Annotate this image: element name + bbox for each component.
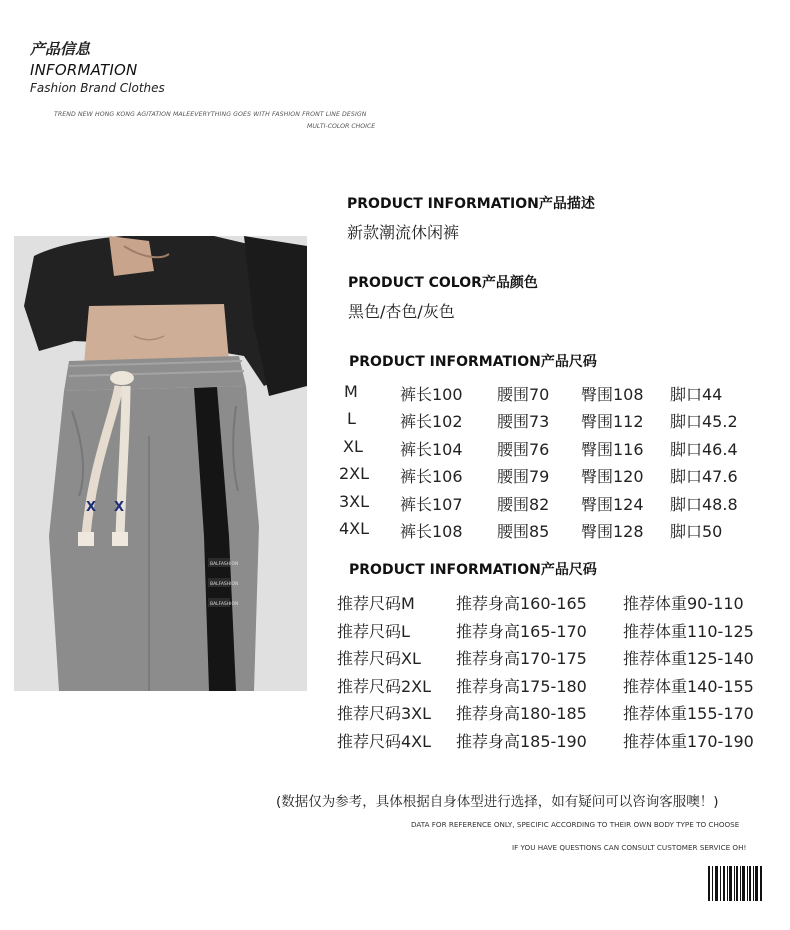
- barcode-icon: [708, 866, 763, 901]
- length-cell: 裤长107: [400, 495, 463, 514]
- size-chart-title: PRODUCT INFORMATION产品尺码: [349, 354, 597, 370]
- recommend-size: 推荐尺码3XL: [337, 704, 432, 723]
- svg-text:X: X: [114, 500, 125, 515]
- description-title: PRODUCT INFORMATION产品描述: [347, 196, 595, 212]
- recommend-height: 推荐身高165-170: [456, 622, 587, 641]
- svg-text:X: X: [86, 500, 97, 515]
- product-photo: [14, 236, 307, 691]
- hip-cell: 臀围124: [581, 495, 644, 514]
- recommend-weight: 推荐体重110-125: [623, 622, 754, 641]
- product-photo-illustration: [14, 236, 307, 691]
- length-cell: 裤长100: [400, 385, 463, 404]
- waist-cell: 腰围76: [497, 440, 550, 459]
- hip-cell: 臀围116: [581, 440, 644, 459]
- recommend-title: PRODUCT INFORMATION产品尺码: [349, 562, 597, 578]
- color-text: 黑色/杏色/灰色: [348, 302, 455, 321]
- recommend-height: 推荐身高180-185: [456, 704, 587, 723]
- length-cell: 裤长106: [400, 467, 463, 486]
- size-cell: 4XL: [339, 519, 370, 538]
- size-cell: M: [344, 382, 358, 401]
- recommend-weight: 推荐体重170-190: [623, 732, 754, 751]
- recommend-size: 推荐尺码M: [337, 594, 415, 613]
- header-title-en: INFORMATION: [30, 61, 138, 79]
- waist-cell: 腰围85: [497, 522, 550, 541]
- hem-cell: 脚口47.6: [670, 467, 738, 486]
- header-tagline-2: MULTI-COLOR CHOICE: [307, 123, 376, 130]
- header-subtitle: Fashion Brand Clothes: [30, 81, 165, 95]
- waist-cell: 腰围73: [497, 412, 550, 431]
- hip-cell: 臀围120: [581, 467, 644, 486]
- recommend-height: 推荐身高185-190: [456, 732, 587, 751]
- waist-cell: 腰围70: [497, 385, 550, 404]
- length-cell: 裤长108: [400, 522, 463, 541]
- size-cell: 2XL: [339, 464, 370, 483]
- recommend-size: 推荐尺码XL: [337, 649, 421, 668]
- recommend-size: 推荐尺码L: [337, 622, 410, 641]
- size-cell: XL: [343, 437, 363, 456]
- waist-cell: 腰围79: [497, 467, 550, 486]
- recommend-size: 推荐尺码2XL: [337, 677, 432, 696]
- recommend-weight: 推荐体重125-140: [623, 649, 754, 668]
- hem-cell: 脚口48.8: [670, 495, 738, 514]
- hem-cell: 脚口46.4: [670, 440, 738, 459]
- hem-cell: 脚口44: [670, 385, 723, 404]
- recommend-height: 推荐身高175-180: [456, 677, 587, 696]
- note-cn: (数据仅为参考，具体根据自身体型进行选择，如有疑问可以咨询客服噢！): [276, 794, 719, 810]
- hem-cell: 脚口50: [670, 522, 723, 541]
- pants-label: BALFASHION: [210, 582, 239, 587]
- header-tagline: TREND NEW HONG KONG AGITATION MALEEVERYTHING GOES WITH FASHION FRONT LINE DESIGN: [54, 111, 367, 118]
- recommend-weight: 推荐体重140-155: [623, 677, 754, 696]
- pants-label: BALFASHION: [210, 562, 239, 567]
- recommend-height: 推荐身高160-165: [456, 594, 587, 613]
- length-cell: 裤长104: [400, 440, 463, 459]
- size-cell: 3XL: [339, 492, 370, 511]
- size-cell: L: [347, 409, 356, 428]
- recommend-weight: 推荐体重90-110: [623, 594, 744, 613]
- color-title: PRODUCT COLOR产品颜色: [348, 275, 538, 291]
- pants-label: BALFASHION: [210, 602, 239, 607]
- hem-cell: 脚口45.2: [670, 412, 738, 431]
- hip-cell: 臀围108: [581, 385, 644, 404]
- recommend-height: 推荐身高170-175: [456, 649, 587, 668]
- recommend-weight: 推荐体重155-170: [623, 704, 754, 723]
- note-en-2: IF YOU HAVE QUESTIONS CAN CONSULT CUSTOMER SERVICE OH!: [512, 843, 747, 852]
- length-cell: 裤长102: [400, 412, 463, 431]
- note-en-1: DATA FOR REFERENCE ONLY, SPECIFIC ACCORDING TO THEIR OWN BODY TYPE TO CHOOSE: [411, 820, 740, 829]
- recommend-size: 推荐尺码4XL: [337, 732, 432, 751]
- header-title-cn: 产品信息: [30, 40, 91, 58]
- hip-cell: 臀围112: [581, 412, 644, 431]
- waist-cell: 腰围82: [497, 495, 550, 514]
- description-text: 新款潮流休闲裤: [347, 223, 460, 242]
- hip-cell: 臀围128: [581, 522, 644, 541]
